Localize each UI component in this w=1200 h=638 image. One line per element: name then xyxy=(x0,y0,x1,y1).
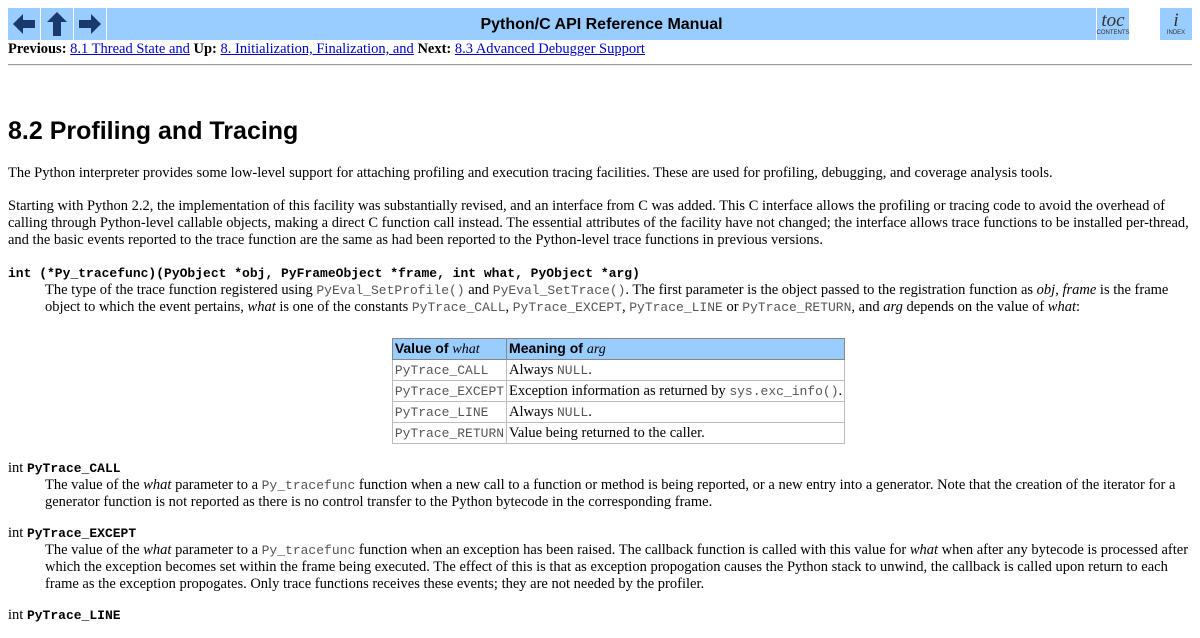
tracefunc-definition xyxy=(8,265,1192,444)
code-ref: PyTrace_EXCEPT xyxy=(512,300,622,315)
previous-link[interactable]: 8.1 Thread State and xyxy=(70,41,190,57)
index-icon: i xyxy=(1173,10,1179,31)
column-header-value: Value of what xyxy=(392,339,506,360)
value-cell: PyTrace_CALL xyxy=(392,360,506,381)
section-title: 8.2 Profiling and Tracing xyxy=(8,117,299,145)
value-cell: PyTrace_LINE xyxy=(392,402,506,423)
code-ref: PyTrace_CALL xyxy=(411,300,506,315)
pytrace-line-term: int PyTrace_LINE xyxy=(8,607,121,623)
arrow-up-icon xyxy=(43,10,71,38)
history-paragraph: Starting with Python 2.2, the implementation of this facility was substantially revised, and an interface from C was added. This C interface allows the profiling or tracing code to avoid the overhead of calling through Python-level callable objects, making a direct C function call instead. The essential attributes of the facility have not changed; the interface allows trace functions to be installed per-thread, and the basic events reported to the trace function are the same as had been reported to the Python-level trace functions in previous versions. xyxy=(8,198,1189,248)
previous-button[interactable] xyxy=(8,8,40,40)
manual-title: Python/C API Reference Manual xyxy=(107,8,1096,40)
intro-paragraph: The Python interpreter provides some low-level support for attaching profiling and execution tracing facilities. These are used for profiling, debugging, and coverage analysis tools. xyxy=(8,165,1053,181)
pytrace-except-description: The value of the what parameter to a Py_tracefunc function when an exception has been raised. The callback function is called with this value for what when after any bytecode is processed after which the exception becomes set within the frame being executed. The effect of this is that as exception propogation causes the Python stack to unwind, the callback is called upon return to each frame as the exception propogates. Only trace functions receives these events; they are not needed by the profiler. xyxy=(45,542,1189,592)
main-content xyxy=(8,165,1192,638)
meaning-cell: Always NULL. xyxy=(507,402,845,423)
table-row xyxy=(392,360,844,381)
table-row xyxy=(392,423,844,444)
up-label: Up: xyxy=(193,41,217,57)
contents-button[interactable] xyxy=(1097,8,1129,40)
nav-links xyxy=(8,41,1192,58)
pytrace-except-definition xyxy=(8,525,1192,593)
pytrace-call-term: int PyTrace_CALL xyxy=(8,460,121,476)
code-ref: PyEval_SetTrace() xyxy=(492,283,626,298)
previous-label: Previous: xyxy=(8,41,67,57)
pytrace-except-term: int PyTrace_EXCEPT xyxy=(8,525,137,541)
arrow-right-icon xyxy=(76,10,104,38)
value-cell: PyTrace_EXCEPT xyxy=(392,381,506,402)
pytrace-call-definition xyxy=(8,460,1192,511)
table-row xyxy=(392,402,844,423)
meaning-cell: Always NULL. xyxy=(507,360,845,381)
index-button[interactable] xyxy=(1160,8,1192,40)
toc-icon: toc xyxy=(1101,10,1125,31)
what-values-table xyxy=(392,338,845,444)
divider xyxy=(8,64,1192,66)
up-link[interactable]: 8. Initialization, Finalization, and xyxy=(220,41,414,57)
next-button[interactable] xyxy=(74,8,106,40)
code-ref: Py_tracefunc xyxy=(261,478,356,493)
toc-icon-label: CONTENTS xyxy=(1096,30,1130,36)
tracefunc-description: The type of the trace function registered using PyEval_SetProfile() and PyEval_SetTrace(). The first parameter is the object passed to the registration function as obj, frame is the frame object to which the event pertains, what is one of the constants PyTrace_CALL, PyTrace_EXCEPT, PyTrace_LINE or PyTrace_RETURN, and arg depends on the value of what: Value of what Meaning of arg PyTrace_CALL Always NULL. PyTrace_EXCEPT Exception information as returned by sys.exc_info(). PyTrace_LINE Always NULL. PyTrace_RETURN Value being returned to the caller. xyxy=(45,282,1192,444)
meaning-cell: Value being returned to the caller. xyxy=(507,423,845,444)
code-ref: PyTrace_LINE xyxy=(629,300,723,315)
pytrace-line-definition xyxy=(8,607,1192,624)
value-cell: PyTrace_RETURN xyxy=(392,423,506,444)
code-ref: Py_tracefunc xyxy=(261,543,356,558)
tracefunc-signature: int (*Py_tracefunc)(PyObject *obj, PyFrameObject *frame, int what, PyObject *arg) xyxy=(8,266,640,281)
index-icon-label: INDEX xyxy=(1166,30,1186,36)
code-ref: PyEval_SetProfile() xyxy=(316,283,465,298)
navigation-bar xyxy=(8,8,1192,40)
meaning-cell: Exception information as returned by sys.exc_info(). xyxy=(507,381,845,402)
pytrace-call-description: The value of the what parameter to a Py_tracefunc function when a new call to a function or method is being reported, or a new entry into a generator. Note that the creation of the iterator for a generator function is not reported as there is no control transfer to the Python bytecode in the corresponding frame. xyxy=(45,477,1176,510)
column-header-meaning: Meaning of arg xyxy=(507,339,845,360)
up-button[interactable] xyxy=(41,8,73,40)
next-link[interactable]: 8.3 Advanced Debugger Support xyxy=(454,41,645,57)
table-header-row xyxy=(392,339,844,360)
next-label: Next: xyxy=(417,41,452,57)
table-row xyxy=(392,381,844,402)
arrow-left-icon xyxy=(10,10,38,38)
code-ref: PyTrace_RETURN xyxy=(742,300,852,315)
